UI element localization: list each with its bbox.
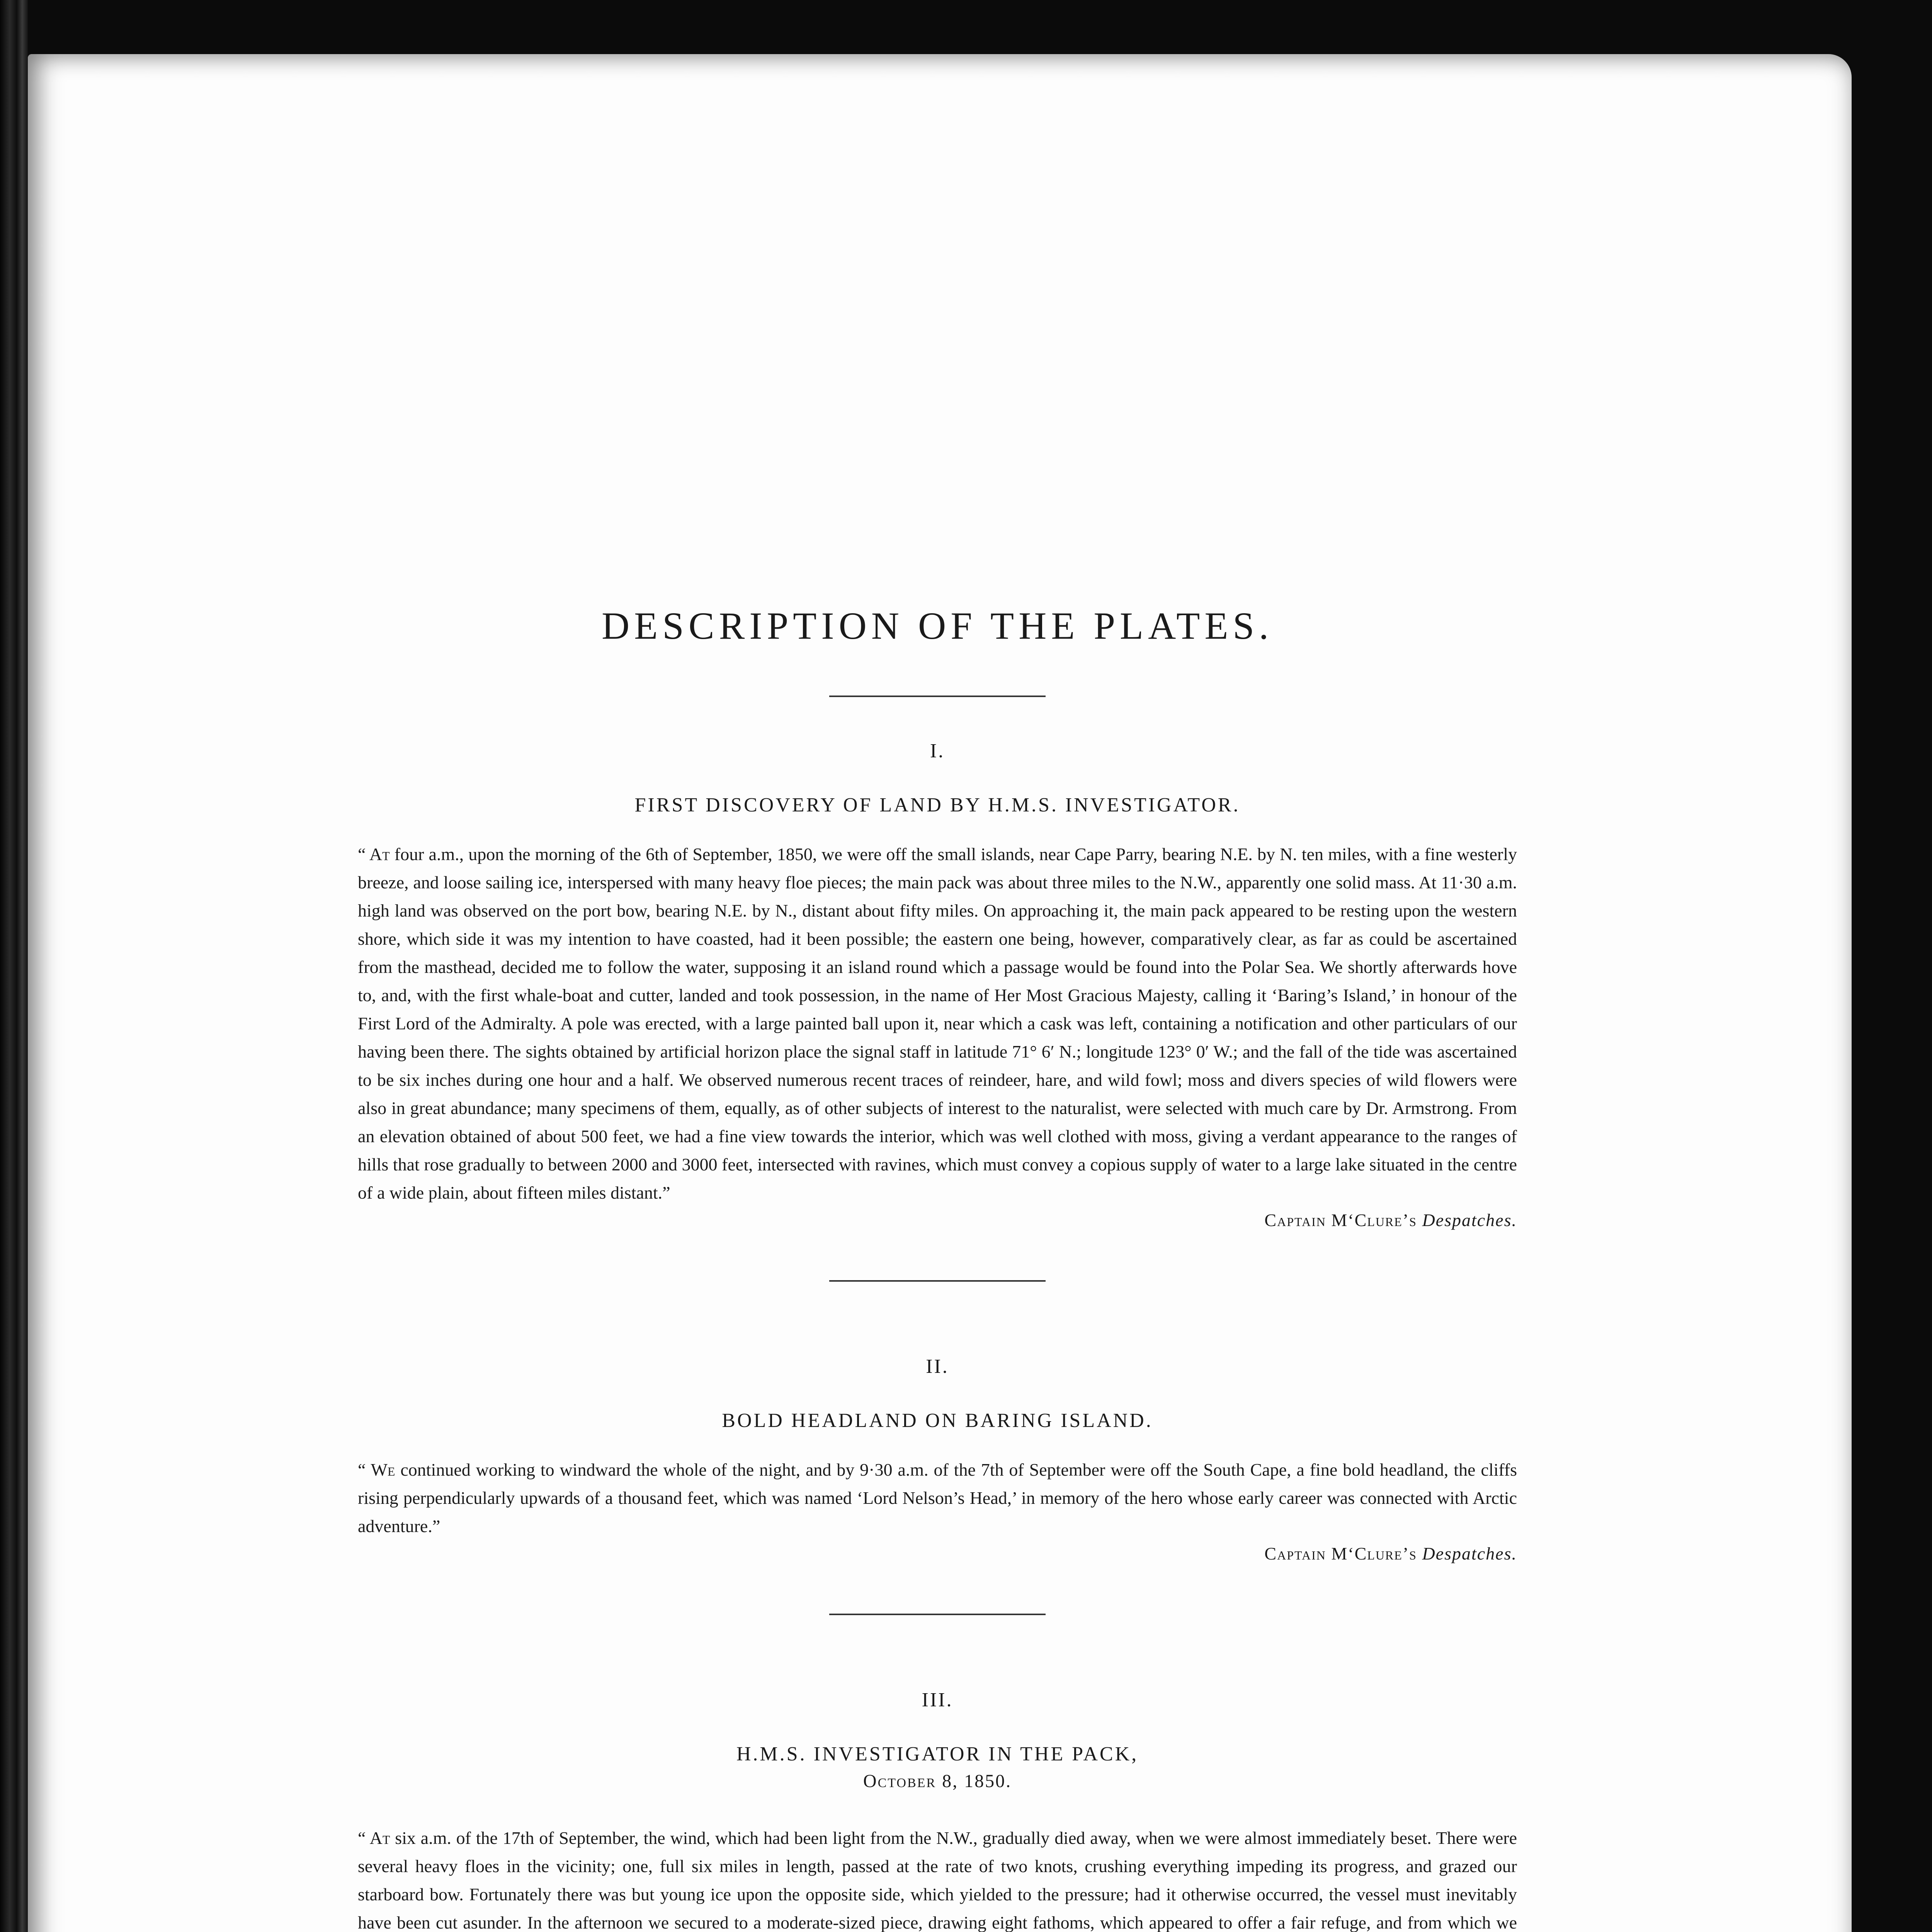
quote-lead: “ At [358,1828,390,1848]
section-numeral: I. [930,740,945,762]
section-quote [358,840,1517,1207]
quote-lead: “ At [358,844,390,864]
section-divider [829,1614,1046,1615]
attribution-name: Captain M‘Clure’s [1264,1544,1417,1563]
section-quote [358,1824,1517,1932]
section-attribution [358,1207,1517,1234]
section-3 [358,1689,1517,1932]
title-divider [829,696,1046,697]
section-title: H.M.S. INVESTIGATOR IN THE PACK, [736,1743,1139,1765]
section-attribution [358,1540,1517,1567]
section-numeral: III. [922,1689,953,1711]
quote-body: six a.m. of the 17th of September, the wind, which had been light from the N.W., gradually died away, when we were almost immediately beset. There were several heavy floes in the vicinity; one, full six miles in length, passed at the rate of two knots, crushing everything impeding its progress, and grazed our starboard bow. Fortunately there was but young ice upon the opposite side, which yielded to the pressure; had it otherwise occurred, the vessel must inevitably have been cut asunder. In the afternoon we secured to a moderate-sized piece, drawing eight fathoms, which appeared to offer a fair refuge, and from which we [358,1828,1517,1932]
section-2 [358,1355,1517,1567]
section-numeral: II. [926,1355,949,1378]
section-title: FIRST DISCOVERY OF LAND BY H.M.S. INVESTIGATOR. [634,794,1240,816]
attribution-work: Despatches. [1422,1210,1517,1230]
section-divider [829,1280,1046,1282]
attribution-name: Captain M‘Clure’s [1264,1210,1417,1230]
page-title: DESCRIPTION OF THE PLATES. [601,604,1274,647]
attribution-work: Despatches. [1422,1544,1517,1563]
page-text-block [358,603,1517,1932]
section-title: BOLD HEADLAND ON BARING ISLAND. [722,1410,1153,1432]
section-1 [358,740,1517,1234]
section-date: October 8, 1850. [863,1771,1012,1791]
quote-lead: “ We [358,1460,395,1480]
quote-body: four a.m., upon the morning of the 6th of September, 1850, we were off the small islands, near Cape Parry, bearing N.E. by N. ten miles, with a fine westerly breeze, and loose sailing ice, interspersed with many heavy floe pieces; the main pack was about three miles to the N.W., apparently one solid mass. At 11·30 a.m. high land was observed on the port bow, bearing N.E. by N., distant about fifty miles. On approaching it, the main pack appeared to be resting upon the western shore, which side it was my intention to have coasted, had it been possible; the eastern one being, however, comparatively clear, as far as could be ascertained from the masthead, decided me to follow the water, supposing it an island round which a passage would be found into the Polar Sea. We shortly afterwards hove to, and, with the first whale-boat and cutter, landed and took possession, in the name of Her Most Gracious Majesty, calling it ‘Baring’s Island,’ in honour of the First Lord of the Admiralty. A pole was erected, with a large painted ball upon it, near which a cask was left, containing a notification and other particulars of our having been there. The sights obtained by artificial horizon place the signal staff in latitude 71° 6′ N.; longitude 123° 0′ W.; and the fall of the tide was ascertained to be six inches during one hour and a half. We observed numerous recent traces of reindeer, hare, and wild fowl; moss and divers species of wild flowers were also in great abundance; many specimens of them, equally, as of other subjects of interest to the naturalist, were selected with much care by Dr. Armstrong. From an elevation obtained of about 500 feet, we had a fine view towards the interior, which was well clothed with moss, giving a verdant appearance to the ranges of hills that rose gradually to between 2000 and 3000 feet, intersected with ravines, which must convey a copious supply of water to a large lake situated in the centre of a wide plain, about fifteen miles distant.” [358,844,1517,1202]
section-quote [358,1456,1517,1540]
quote-body: continued working to windward the whole of the night, and by 9·30 a.m. of the 7th of September were off the South Cape, a fine bold headland, the cliffs rising perpendicularly upwards of a thousand feet, which was named ‘Lord Nelson’s Head,’ in memory of the hero whose early career was connected with Arctic adventure.” [358,1460,1517,1536]
book-spine-edge [0,0,28,1932]
